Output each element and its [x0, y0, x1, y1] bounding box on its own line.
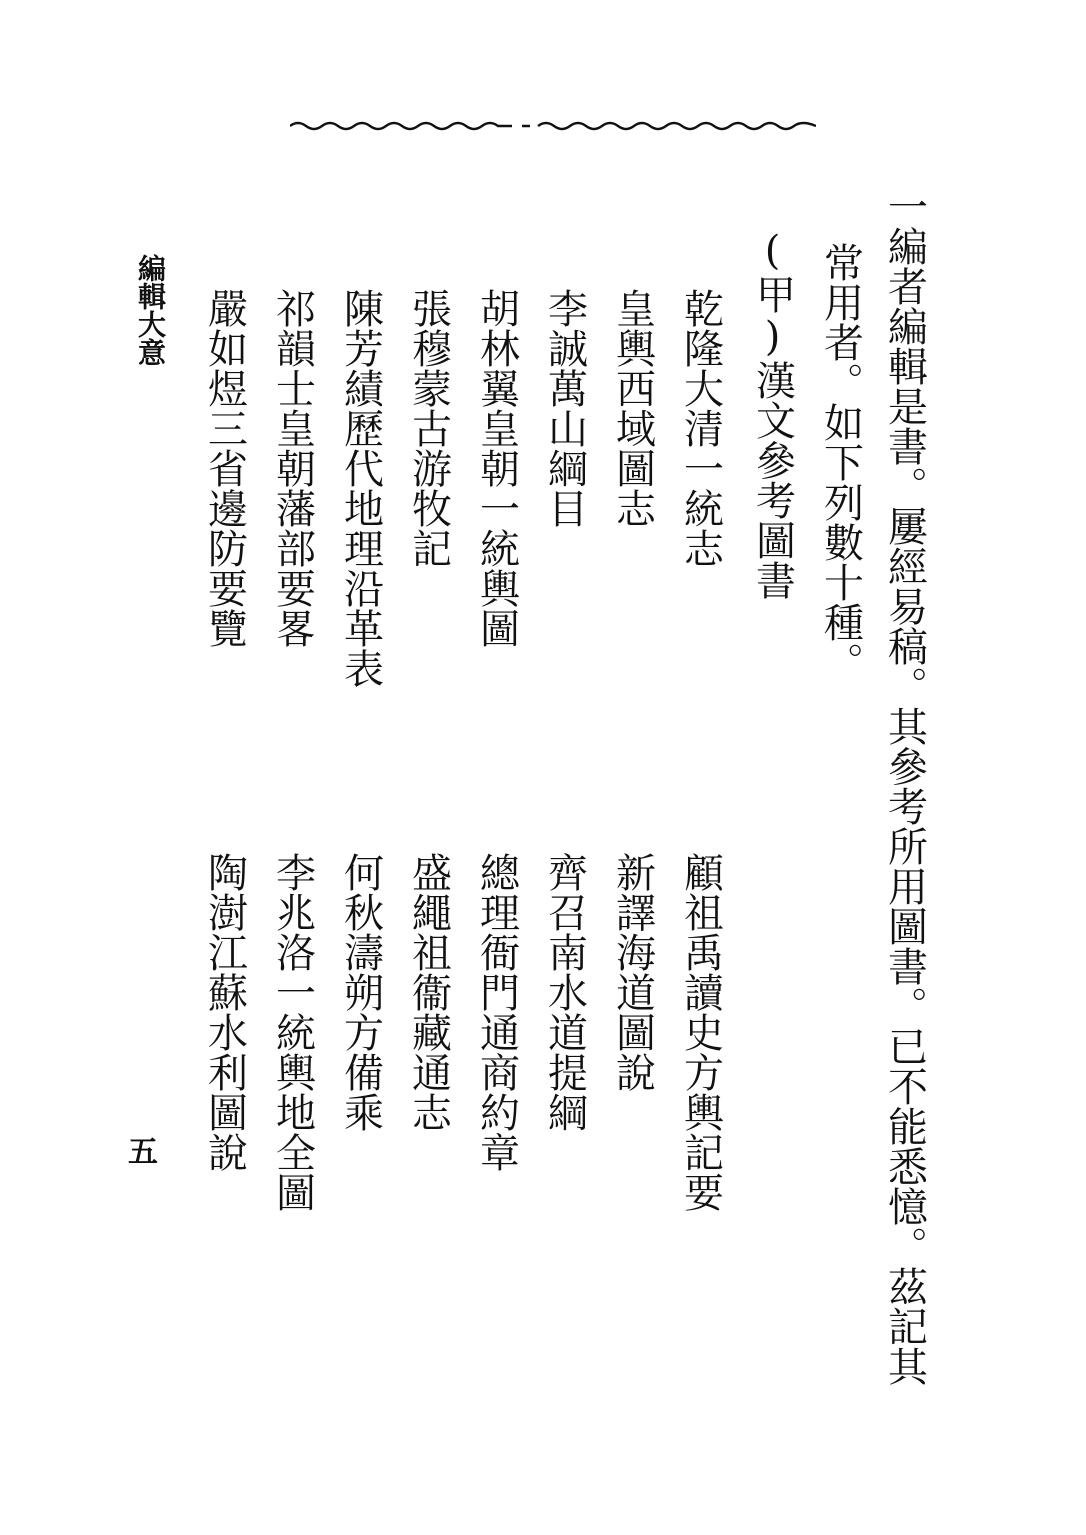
- book-title: 李誠萬山綱目: [541, 288, 588, 528]
- book-title: 陳芳績歷代地理沿革表: [337, 288, 384, 688]
- book-title: 何秋濤朔方備乘: [337, 852, 384, 1132]
- book-title: 皇輿西域圖志: [609, 288, 656, 528]
- intro-line-1: 一編者編輯是書。屢經易稿。其參考所用圖書。已不能悉憶。茲記其: [881, 186, 928, 1386]
- book-title: 盛繩祖衞藏通志: [405, 852, 452, 1132]
- book-title: 李兆洛一統輿地全圖: [269, 852, 316, 1212]
- book-title: 齊召南水道提綱: [541, 852, 588, 1132]
- book-title: 陶澍江蘇水利圖說: [201, 852, 248, 1172]
- section-heading: (甲)漢文參考圖書: [749, 228, 796, 600]
- book-title: 新譯海道圖說: [609, 852, 656, 1092]
- running-header: 編輯大意: [134, 254, 167, 366]
- page-number: 五: [128, 1135, 158, 1170]
- intro-line-2: 常用者。如下列數十種。: [817, 242, 864, 682]
- book-title: 胡林翼皇朝一統輿圖: [473, 288, 520, 648]
- book-title: 祁韻士皇朝藩部要畧: [269, 288, 316, 648]
- book-title: 乾隆大清一統志: [677, 288, 724, 568]
- book-title: 總理衙門通商約章: [473, 852, 520, 1172]
- book-title: 嚴如煜三省邊防要覽: [201, 288, 248, 648]
- book-title: 張穆蒙古游牧記: [405, 288, 452, 568]
- book-title: 顧祖禹讀史方輿記要: [677, 852, 724, 1212]
- decorative-top-rule: [290, 118, 816, 132]
